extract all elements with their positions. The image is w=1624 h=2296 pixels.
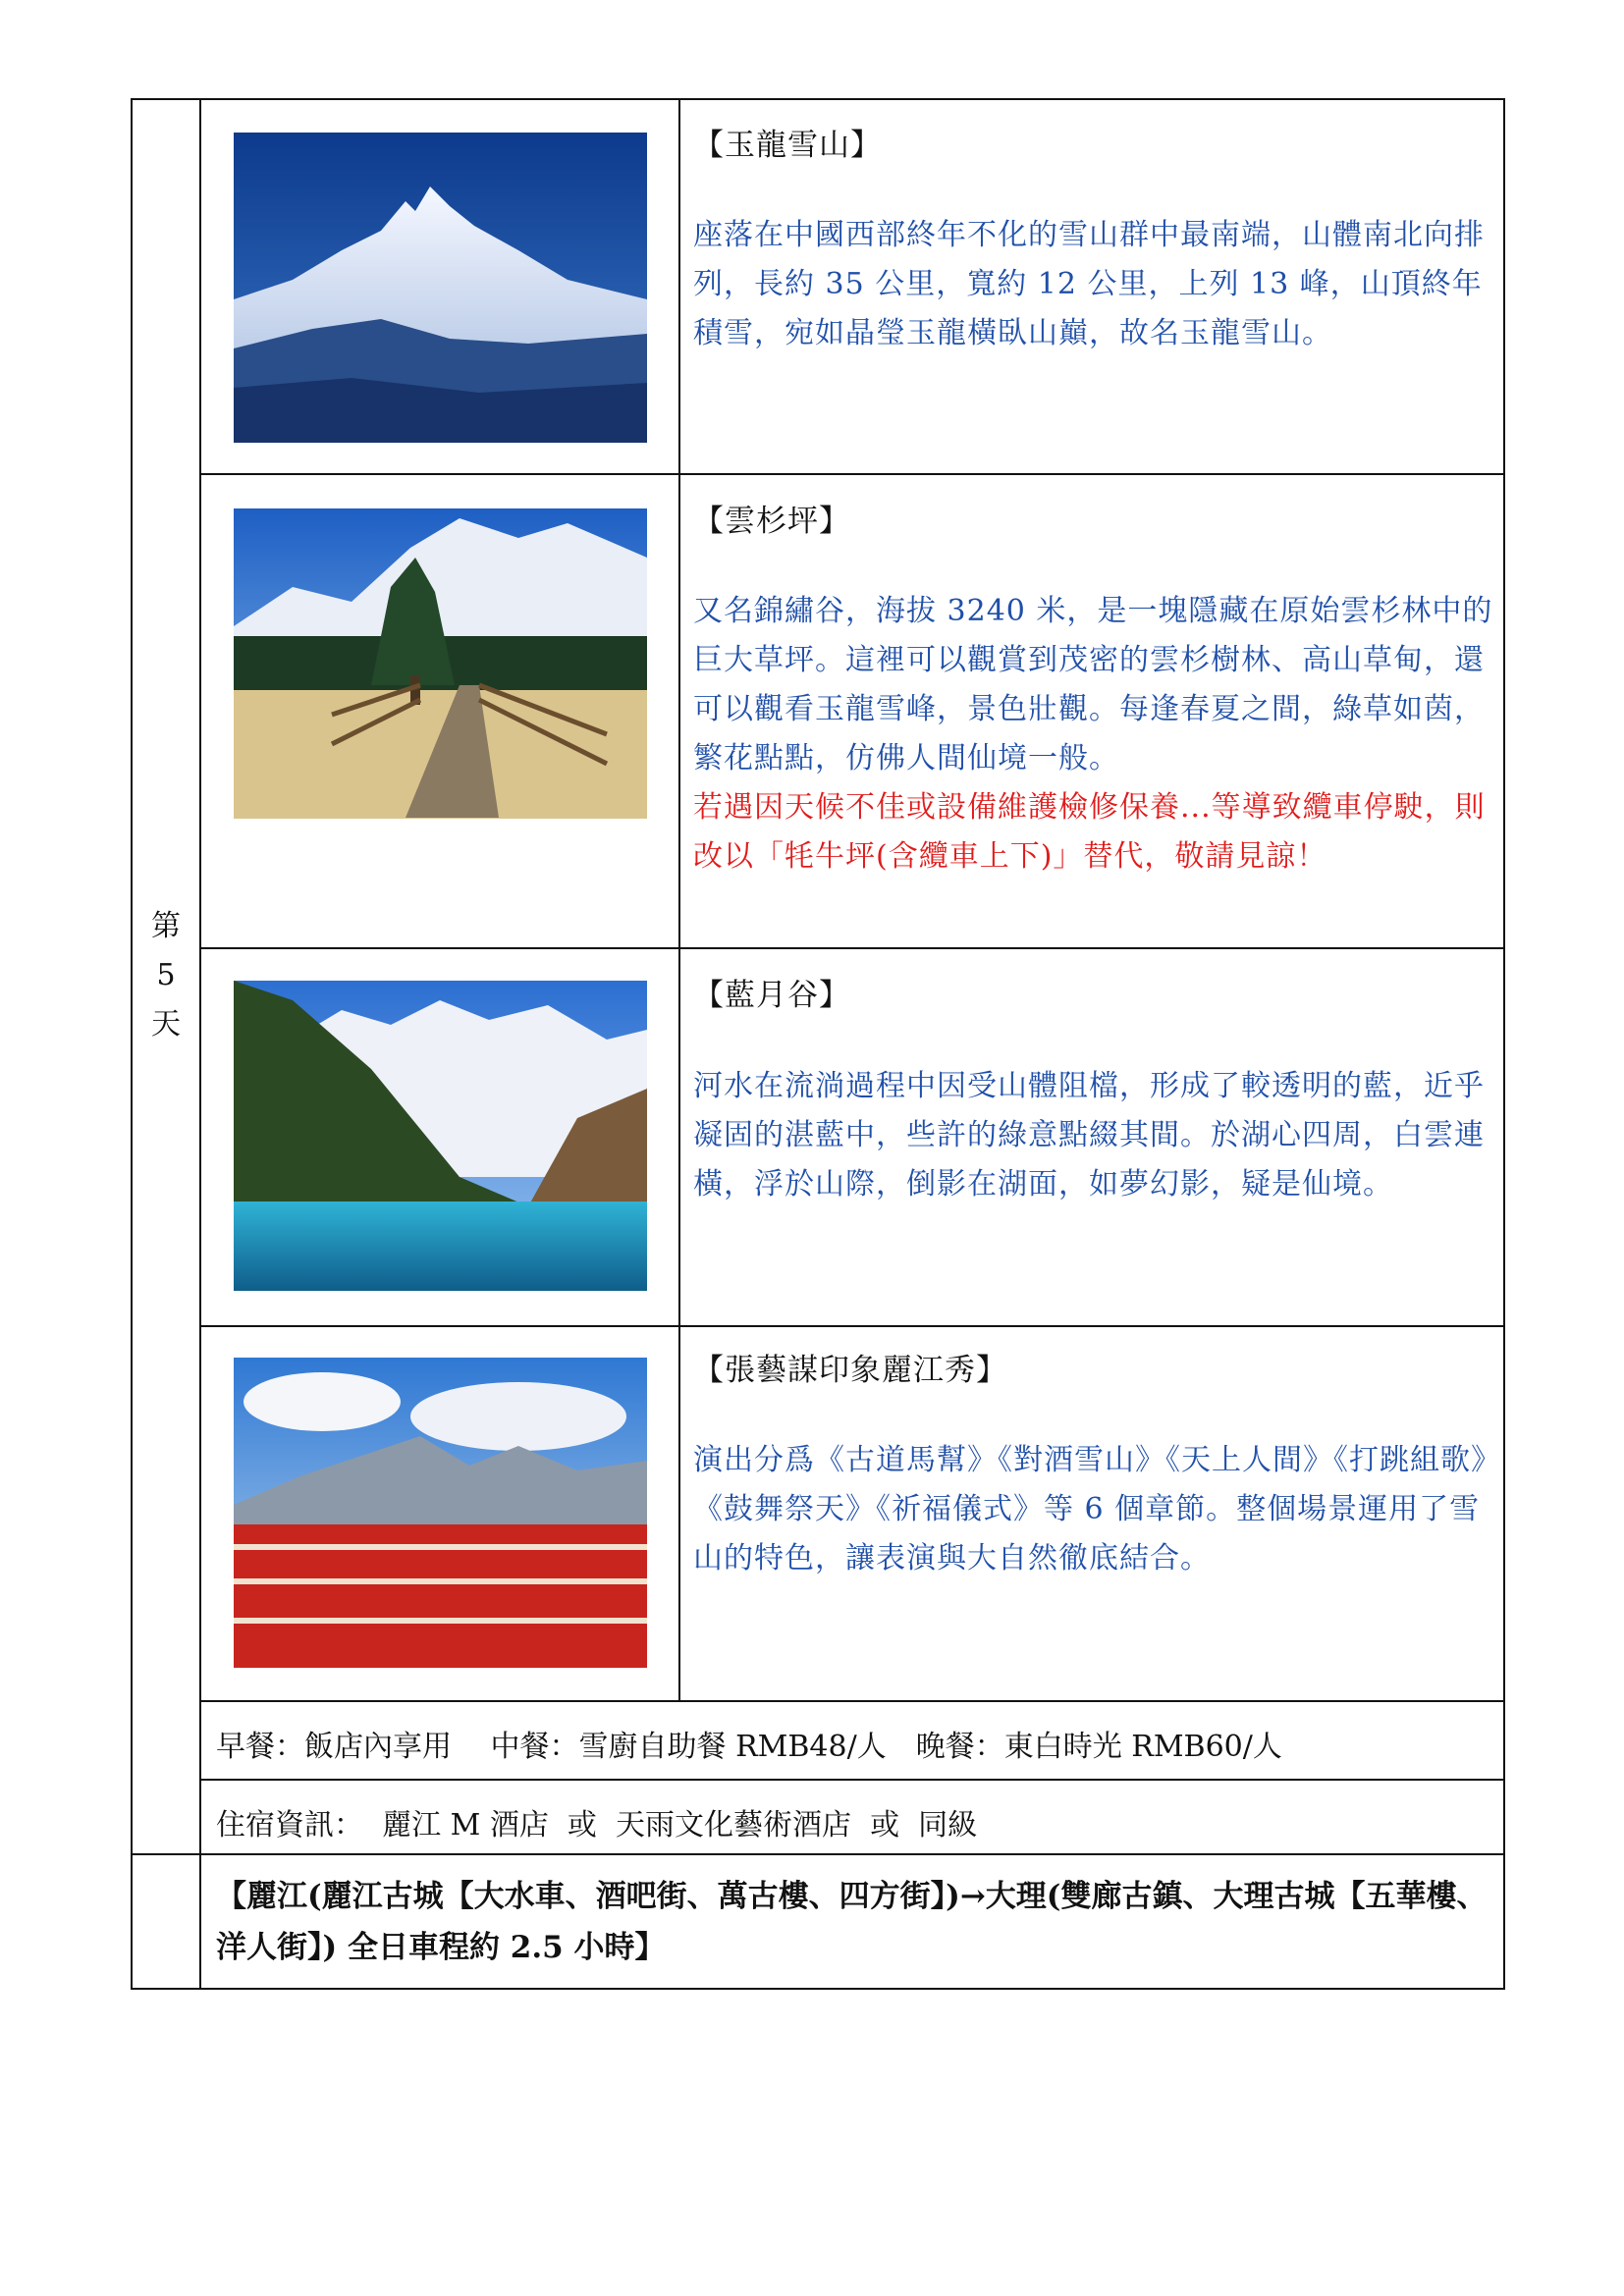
spruce-meadow-photo — [234, 508, 647, 819]
lodging-info: 住宿資訊： 麗江 M 酒店 或 天雨文化藝術酒店 或 同級 — [216, 1808, 978, 1842]
next-day-route: 【麗江(麗江古城【大水車、酒吧街、萬古樓、四方街】)→大理(雙廊古鎮、大理古城【五華樓、洋人街】) 全日車程約 2.5 小時】 — [216, 1879, 1488, 1965]
meals-info: 早餐：飯店內享用 中餐：雪廚自助餐 RMB48/人 晚餐：東白時光 RMB60/人 — [216, 1730, 1282, 1764]
spot-title: 【玉龍雪山】 — [693, 128, 882, 163]
day-label-cell — [133, 98, 199, 1853]
spot-title: 【張藝謀印象麗江秀】 — [693, 1353, 1007, 1388]
spot-description: 演出分爲《古道馬幫》《對酒雪山》《天上人間》《打跳組歌》《鼓舞祭天》《祈福儀式》等 6 個章節。整個場景運用了雪山的特色，讓表演與大自然徹底結合。 — [693, 1443, 1487, 1575]
impression-lijiang-show-photo — [234, 1358, 647, 1668]
blue-moon-valley-photo — [234, 981, 647, 1291]
spot-description: 河水在流淌過程中因受山體阻檔，形成了較透明的藍，近乎凝固的湛藍中，些許的綠意點綴其間。於湖心四周，白雲連橫，浮於山際，倒影在湖面，如夢幻影，疑是仙境。 — [693, 1069, 1485, 1201]
day-section-divider — [131, 1853, 1505, 1855]
day-column-divider — [199, 98, 201, 1990]
spot-description: 座落在中國西部終年不化的雪山群中最南端，山體南北向排列，長約 35 公里，寬約 12 公里，上列 13 峰，山頂終年積雪，宛如晶瑩玉龍橫臥山巔，故名玉龍雪山。 — [693, 218, 1485, 350]
row-divider — [199, 947, 1505, 949]
spot-description-text: 又名錦繡谷，海拔 3240 米，是一塊隱藏在原始雲杉林中的巨大草坪。這裡可以觀賞到茂密的雲杉樹林、高山草甸，還可以觀看玉龍雪峰，景色壯觀。每逢春夏之間，綠草如茵，繁花點點，仿佛人間仙境一般。 — [693, 594, 1493, 775]
row-divider — [199, 1779, 1505, 1781]
image-text-divider — [678, 98, 680, 1701]
row-divider — [199, 1325, 1505, 1327]
row-divider — [199, 1700, 1505, 1702]
day-label: 第 5 天 — [151, 909, 181, 1041]
spot-description — [693, 587, 1498, 881]
spot-title: 【雲杉坪】 — [693, 504, 850, 539]
cable-car-notice: 若遇因天候不佳或設備維護檢修保養...等導致纜車停駛，則改以「牦牛坪(含纜車上下)」替代，敬請見諒！ — [693, 790, 1486, 874]
row-divider — [199, 473, 1505, 475]
snow-mountain-photo — [234, 133, 647, 443]
spot-title: 【藍月谷】 — [693, 978, 850, 1013]
